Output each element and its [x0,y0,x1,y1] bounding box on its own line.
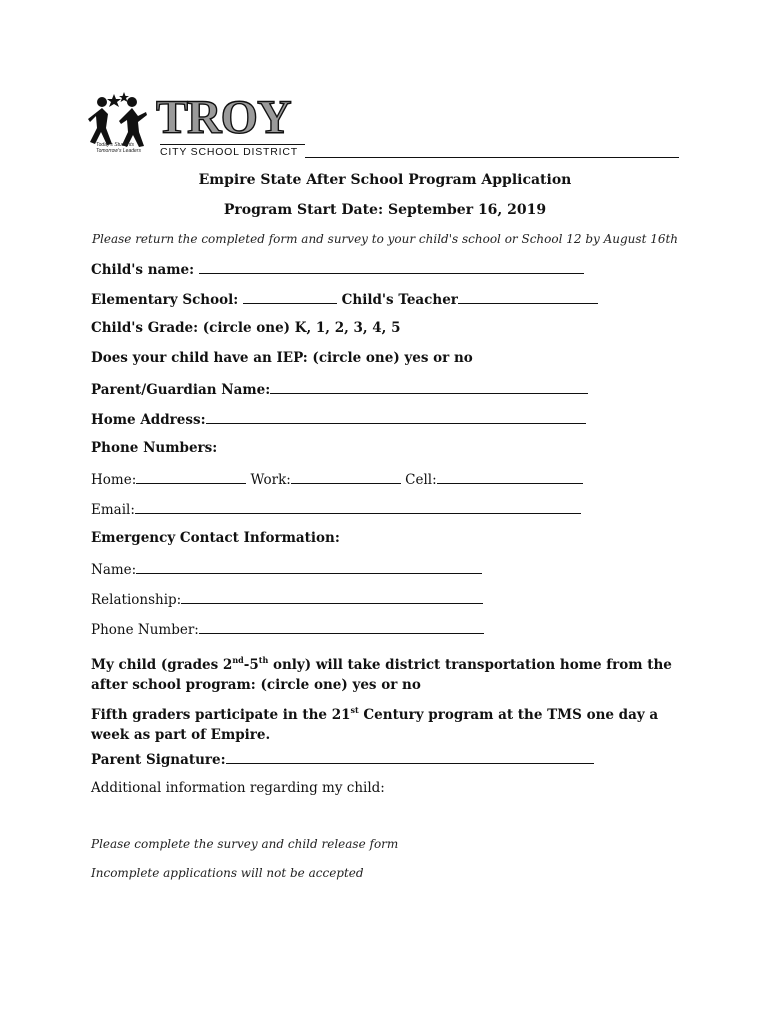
start-date: Program Start Date: September 16, 2019 [223,202,547,218]
emergency-name-label: Name: [91,562,137,578]
parent-name-row [91,380,588,398]
parent-signature-field[interactable] [226,750,594,764]
survey-note: Please complete the survey and child release form [91,837,399,851]
home-address-row [91,410,586,428]
form-title: Empire State After School Program Application [198,172,572,188]
relationship-label: Relationship: [91,592,182,608]
relationship-field[interactable] [181,590,483,604]
email-row [91,500,581,518]
emergency-phone-label: Phone Number: [91,622,199,638]
signature-row [91,750,594,768]
relationship-row [91,590,483,608]
troy-logo [88,92,310,160]
child-name-row [91,260,584,278]
emergency-name-field[interactable] [136,560,482,574]
parent-signature-label: Parent Signature: [91,752,226,768]
phone-row [91,470,583,488]
school-row [91,290,598,308]
home-phone-field[interactable] [136,470,246,484]
elementary-school-field[interactable] [243,290,337,304]
childs-teacher-field[interactable] [458,290,598,304]
emergency-name-row [91,560,482,578]
logo-tagline: Today's Students Tomorrow's Leaders [96,142,141,154]
cell-phone-label: Cell: [405,472,437,488]
home-phone-label: Home: [91,472,137,488]
iep-question: Does your child have an IEP: (circle one) yes or no [91,350,473,366]
incomplete-note: Incomplete applications will not be accepted [91,866,364,880]
phone-numbers-heading: Phone Numbers: [91,440,218,456]
return-instructions: Please return the completed form and survey to your child's school or School 12 by August 16th [91,232,679,246]
additional-info-label: Additional information regarding my child: [91,780,385,796]
parent-name-label: Parent/Guardian Name: [91,382,271,398]
emergency-heading: Emergency Contact Information: [91,530,340,546]
cell-phone-field[interactable] [437,470,583,484]
email-label: Email: [91,502,135,518]
elementary-school-label: Elementary School: [91,292,239,308]
logo-district-name: CITY SCHOOL DISTRICT [160,144,305,158]
parent-name-field[interactable] [270,380,588,394]
header-rule [305,157,679,158]
child-grade: Child's Grade: (circle one) K, 1, 2, 3, 4, 5 [91,320,401,336]
child-name-label: Child's name: [91,262,195,278]
fifth-grade-note: Fifth graders participate in the 21st Century program at the TMS one day a week as part of Empire. [91,705,659,743]
work-phone-field[interactable] [291,470,401,484]
home-address-label: Home Address: [91,412,206,428]
childs-teacher-label: Child's Teacher [341,292,458,308]
emergency-phone-row [91,620,484,638]
emergency-phone-field[interactable] [199,620,484,634]
work-phone-label: Work: [250,472,291,488]
child-name-field[interactable] [199,260,584,274]
home-address-field[interactable] [206,410,586,424]
transportation-question: My child (grades 2nd-5th only) will take district transportation home from the after school program: (circle one) yes or no [91,655,672,693]
email-field[interactable] [135,500,581,514]
logo-wordmark: TROY [156,91,291,144]
